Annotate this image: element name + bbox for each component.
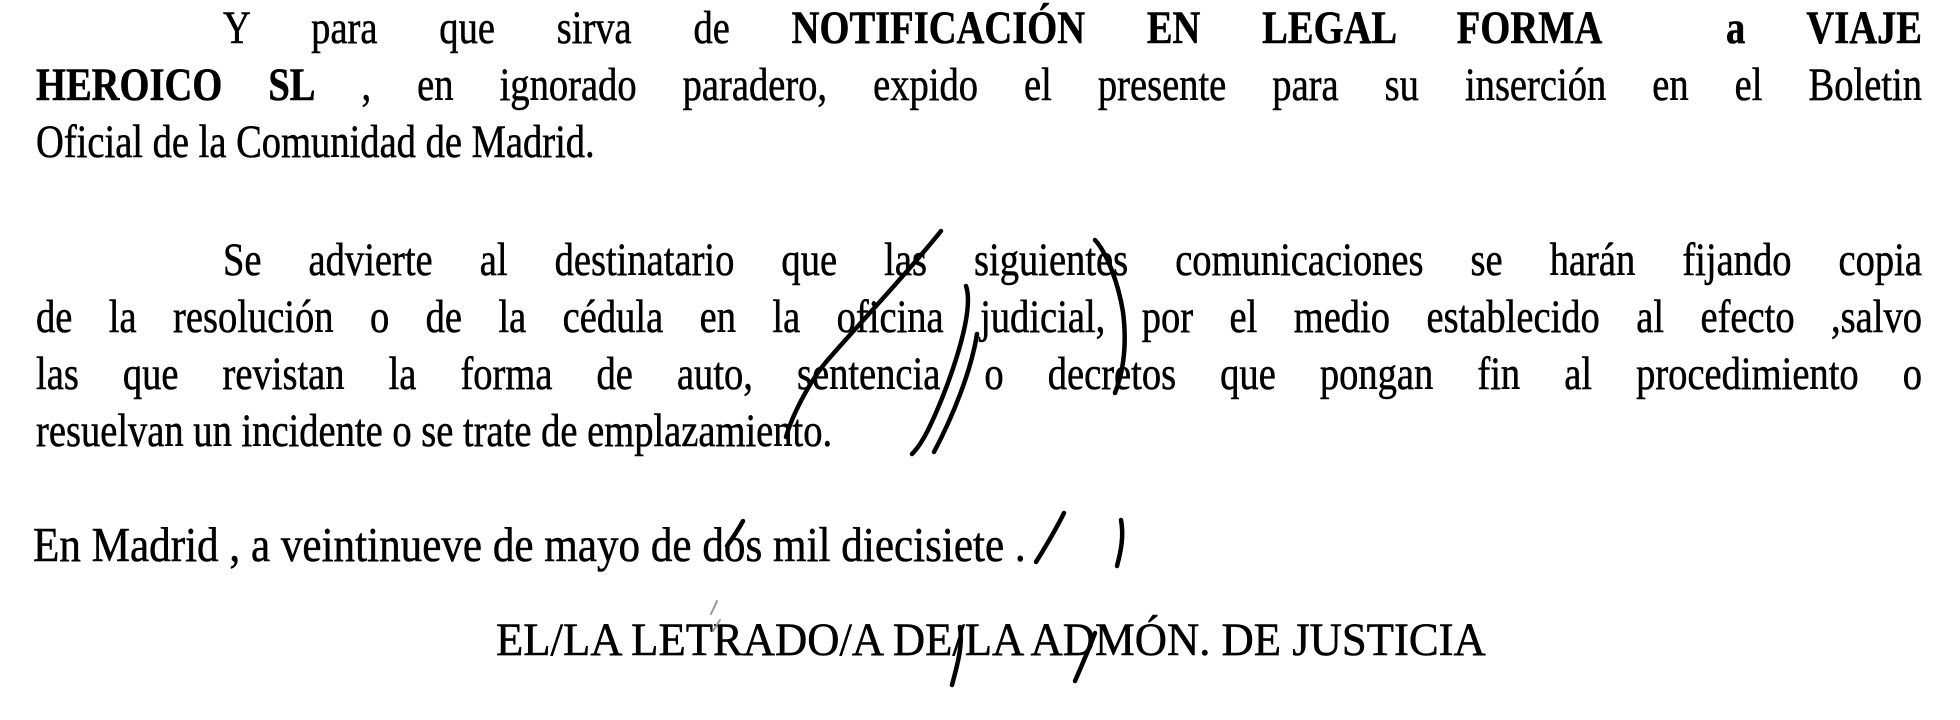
notification-paragraph (36, 0, 1922, 171)
text-segment: , en ignorado paradero, expido el presente para su inserción en el Boletin (315, 59, 1923, 111)
text-line (36, 114, 1922, 171)
text-segment: Se advierte al destinatario que las siguientes comunicaciones se harán fijando copia (222, 234, 1923, 286)
bold-text-segment: NOTIFICACIÓN EN LEGAL FORMA (791, 2, 1603, 54)
bold-text-segment: a VIAJE (1725, 2, 1923, 54)
text-line (36, 289, 1922, 346)
pen-stroke-diecisiete-slash (1036, 513, 1064, 562)
text-line (36, 403, 1922, 460)
text-segment: Y para que sirva de (222, 2, 792, 54)
signature-title-line: EL/LA LETRADO/A DE/LA ADMÓN. DE JUSTICIA (496, 614, 1486, 666)
advisory-paragraph (36, 232, 1922, 460)
pen-stroke-diecisiete-vertical (1117, 520, 1122, 566)
text-segment: las que revistan la forma de auto, sentencia o decretos que pongan fin al procedimiento o (36, 348, 1922, 400)
text-line (36, 346, 1922, 403)
text-segment (1602, 2, 1726, 54)
text-segment: resuelvan un incidente o se trate de emplazamiento. (36, 405, 833, 457)
text-segment: de la resolución o de la cédula en la oficina judicial, por el medio establecido al efecto ,salvo (36, 291, 1922, 343)
date-line: En Madrid , a veintinueve de mayo de dos mil diecisiete . (33, 517, 1026, 572)
text-line (36, 57, 1922, 114)
bold-text-segment: HEROICO SL (36, 59, 316, 111)
text-segment: Oficial de la Comunidad de Madrid. (36, 116, 595, 168)
text-line (36, 0, 1922, 57)
text-line (36, 232, 1922, 289)
